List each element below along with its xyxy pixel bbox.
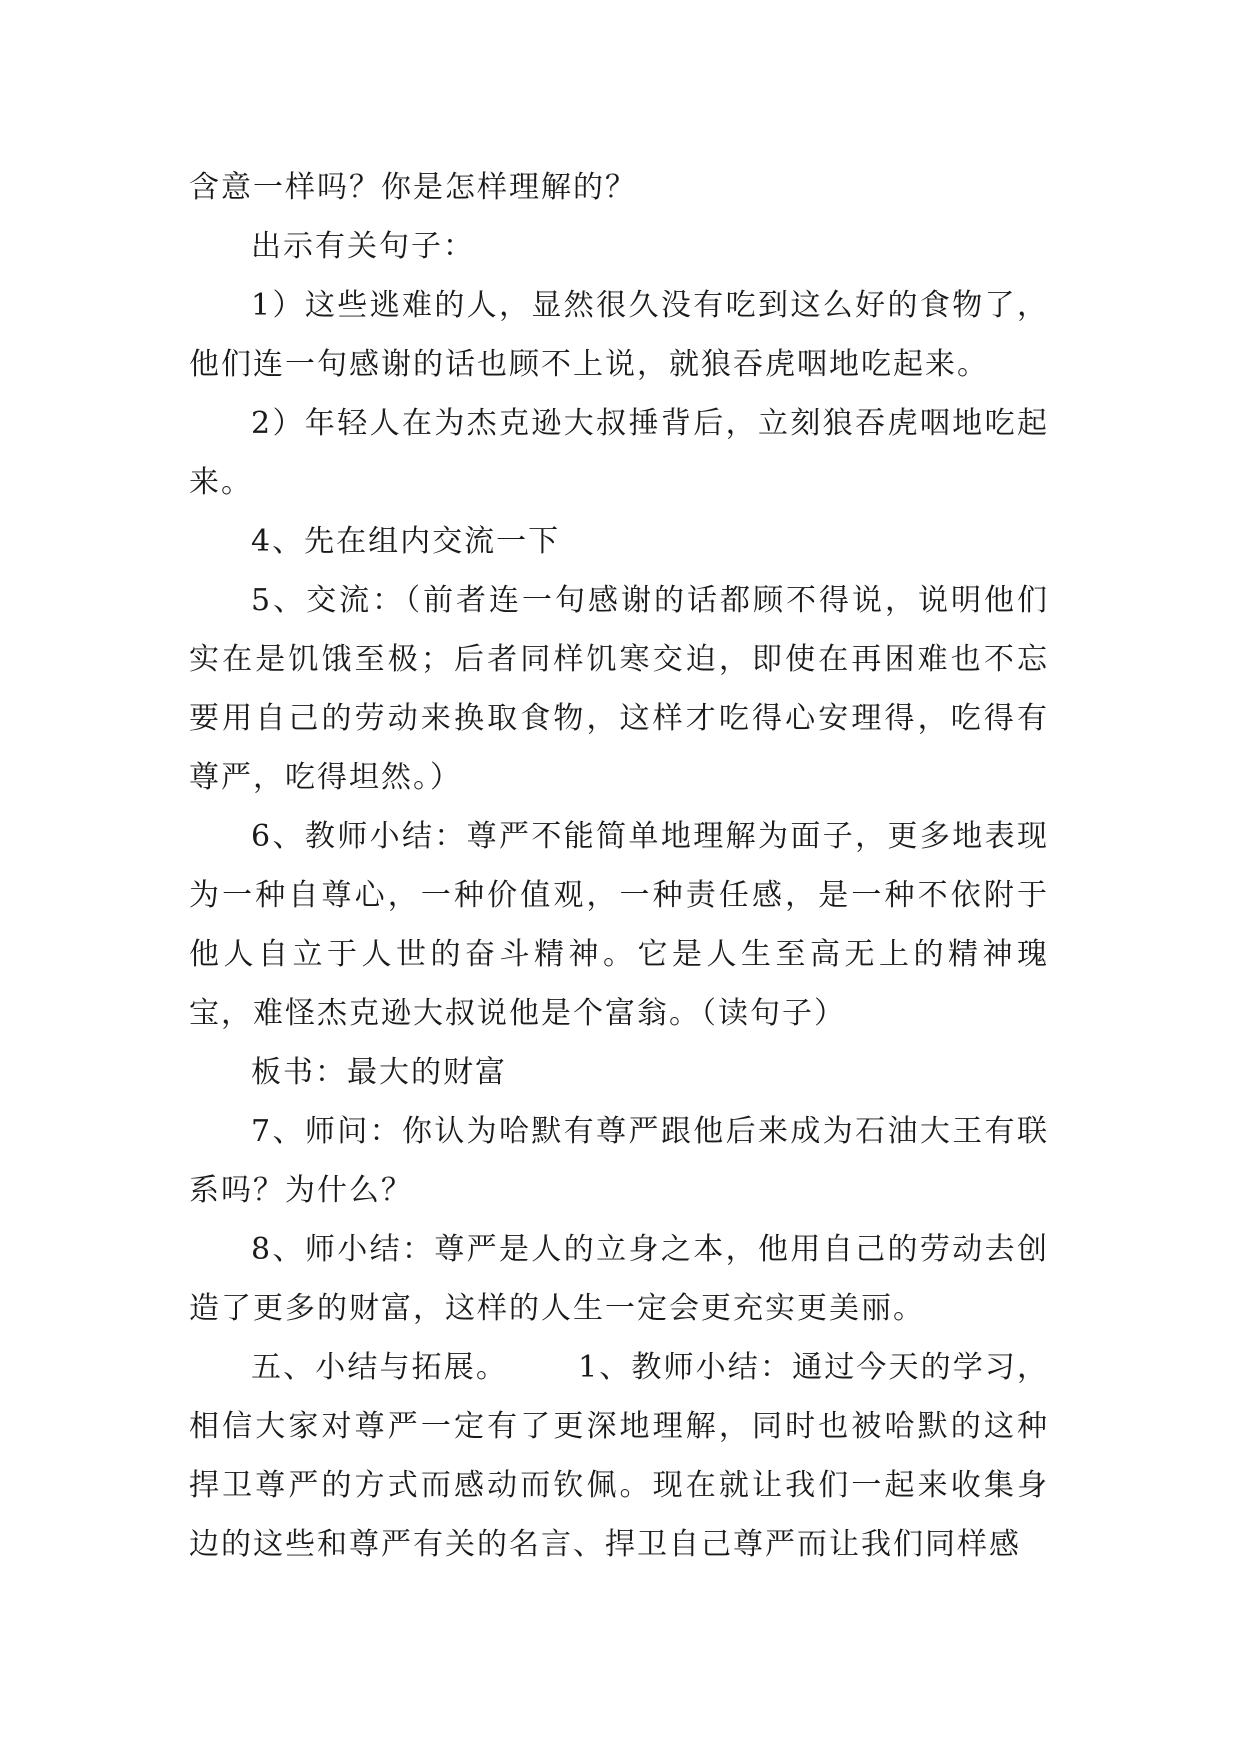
paragraph-step-5: 5、交流：（前者连一句感谢的话都顾不得说，说明他们实在是饥饿至极；后者同样饥寒交迫，即使在再困难也不忘要用自己的劳动来换取食物，这样才吃得心安理得，吃得有尊严，吃得坦然。） (189, 583, 1049, 795)
document-body (189, 158, 1049, 1574)
paragraph-step-7: 7、师问：你认为哈默有尊严跟他后来成为石油大王有联系吗？为什么？ (189, 1114, 1049, 1208)
paragraph-summary (189, 1338, 1049, 1574)
summary-heading: 五、小结与拓展。 (251, 1350, 509, 1385)
paragraph-step-6: 6、教师小结：尊严不能简单地理解为面子，更多地表现为一种自尊心，一种价值观，一种责任感，是一种不依附于他人自立于人世的奋斗精神。它是人生至高无上的精神瑰宝，难怪杰克逊大叔说他是个富翁。（读句子） (189, 819, 1049, 1031)
summary-body: 1、教师小结：通过今天的学习，相信大家对尊严一定有了更深地理解，同时也被哈默的这种捍卫尊严的方式而感动而钦佩。现在就让我们一起来收集身边的这些和尊严有关的名言、捍卫自己尊严而让我们同样感 (189, 1350, 1049, 1562)
paragraph-sentence-2: 2）年轻人在为杰克逊大叔捶背后，立刻狼吞虎咽地吃起来。 (189, 406, 1049, 500)
paragraph-step-8: 8、师小结：尊严是人的立身之本，他用自己的劳动去创造了更多的财富，这样的人生一定会更充实更美丽。 (189, 1232, 1049, 1326)
paragraph-blackboard: 板书：最大的财富 (251, 1055, 507, 1090)
paragraph-continuation: 含意一样吗？你是怎样理解的？ (189, 170, 637, 205)
paragraph-sentence-1: 1）这些逃难的人，显然很久没有吃到这么好的食物了，他们连一句感谢的话也顾不上说，就狼吞虎咽地吃起来。 (189, 288, 1049, 382)
paragraph-step-4: 4、先在组内交流一下 (251, 524, 561, 559)
paragraph-show-sentences: 出示有关句子： (251, 229, 475, 264)
